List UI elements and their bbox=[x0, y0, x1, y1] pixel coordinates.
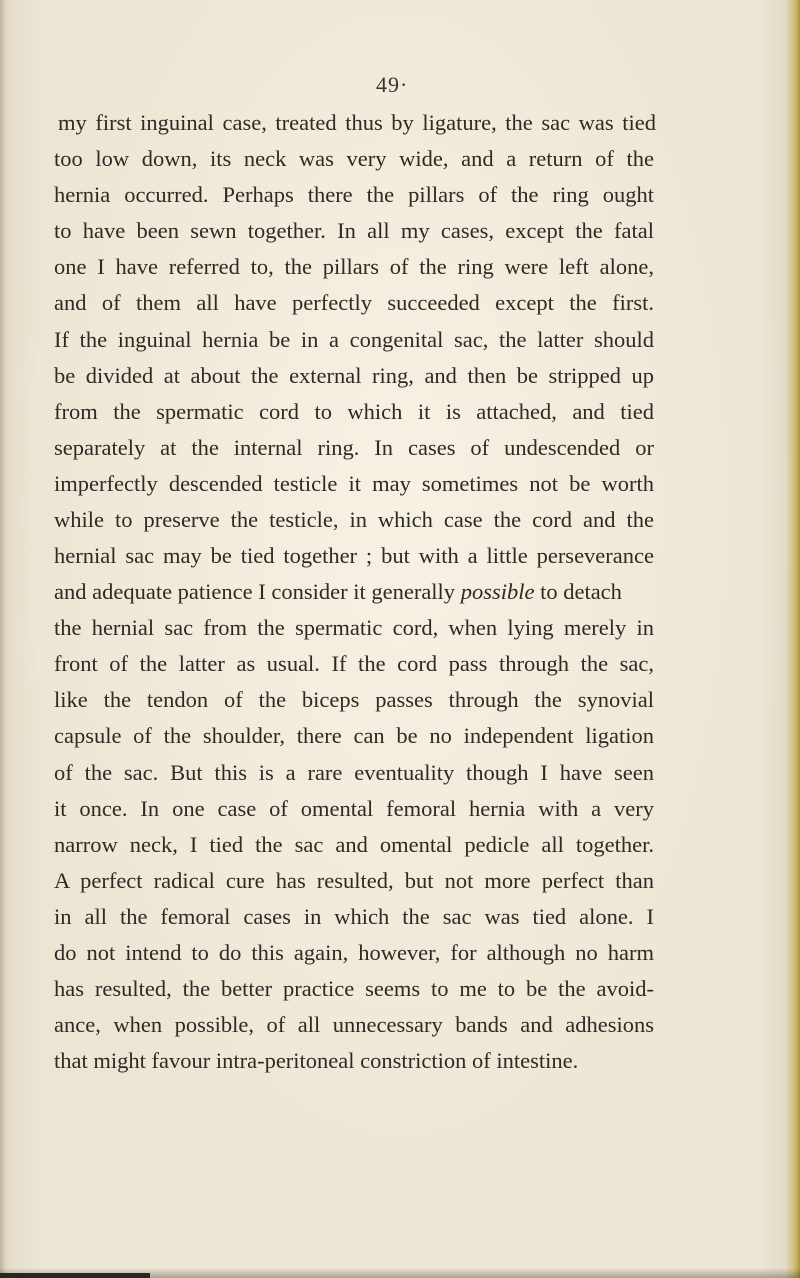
text-line: like the tendon of the biceps passes through the synovial bbox=[54, 687, 654, 712]
text-line: my first inguinal case, treated thus by ligature, the sac was tied bbox=[58, 110, 656, 135]
text-line: of the sac. But this is a rare eventuality though I have seen bbox=[54, 760, 654, 785]
page-number: 49· bbox=[376, 72, 409, 97]
italic-word: possible bbox=[460, 579, 535, 604]
text-line: that might favour intra-peritoneal constriction of intestine. bbox=[54, 1048, 579, 1073]
text-line: hernial sac may be tied together ; but with a little perseverance bbox=[54, 543, 654, 568]
text-fragment: to detach bbox=[534, 579, 622, 604]
text-line: and of them all have perfectly succeeded except the first. bbox=[54, 290, 654, 315]
text-line: has resulted, the better practice seems to me to be the avoid- bbox=[54, 976, 654, 1001]
text-line: ance, when possible, of all unnecessary bands and adhesions bbox=[54, 1012, 654, 1037]
text-line: do not intend to do this again, however, for although no harm bbox=[54, 940, 654, 965]
text-line-with-italic bbox=[54, 577, 654, 607]
text-line: imperfectly descended testicle it may sometimes not be worth bbox=[54, 471, 654, 496]
text-fragment: and adequate patience I consider it generally bbox=[54, 579, 456, 604]
text-line: hernia occurred. Perhaps there the pillars of the ring ought bbox=[54, 182, 654, 207]
text-line: the hernial sac from the spermatic cord, when lying merely in bbox=[54, 615, 654, 640]
text-line: front of the latter as usual. If the cord pass through the sac, bbox=[54, 651, 654, 676]
text-line: A perfect radical cure has resulted, but not more perfect than bbox=[54, 868, 654, 893]
text-line: from the spermatic cord to which it is attached, and tied bbox=[54, 399, 654, 424]
text-line: to have been sewn together. In all my cases, except the fatal bbox=[54, 218, 654, 243]
text-line: while to preserve the testicle, in which case the cord and the bbox=[54, 507, 654, 532]
text-line: capsule of the shoulder, there can be no independent ligation bbox=[54, 723, 654, 748]
page-left-edge-shadow bbox=[0, 0, 6, 1278]
book-binding-edge bbox=[786, 0, 800, 1278]
text-line: in all the femoral cases in which the sac was tied alone. I bbox=[54, 904, 654, 929]
text-line: it once. In one case of omental femoral hernia with a very bbox=[54, 796, 654, 821]
text-line: too low down, its neck was very wide, and a return of the bbox=[54, 146, 654, 171]
text-line: If the inguinal hernia be in a congenital sac, the latter should bbox=[54, 327, 654, 352]
text-line: one I have referred to, the pillars of the ring were left alone, bbox=[54, 254, 654, 279]
text-line: narrow neck, I tied the sac and omental pedicle all together. bbox=[54, 832, 654, 857]
text-line: separately at the internal ring. In cases of undescended or bbox=[54, 435, 654, 460]
text-line: be divided at about the external ring, and then be stripped up bbox=[54, 363, 654, 388]
page-bottom-dark-strip bbox=[0, 1273, 150, 1278]
